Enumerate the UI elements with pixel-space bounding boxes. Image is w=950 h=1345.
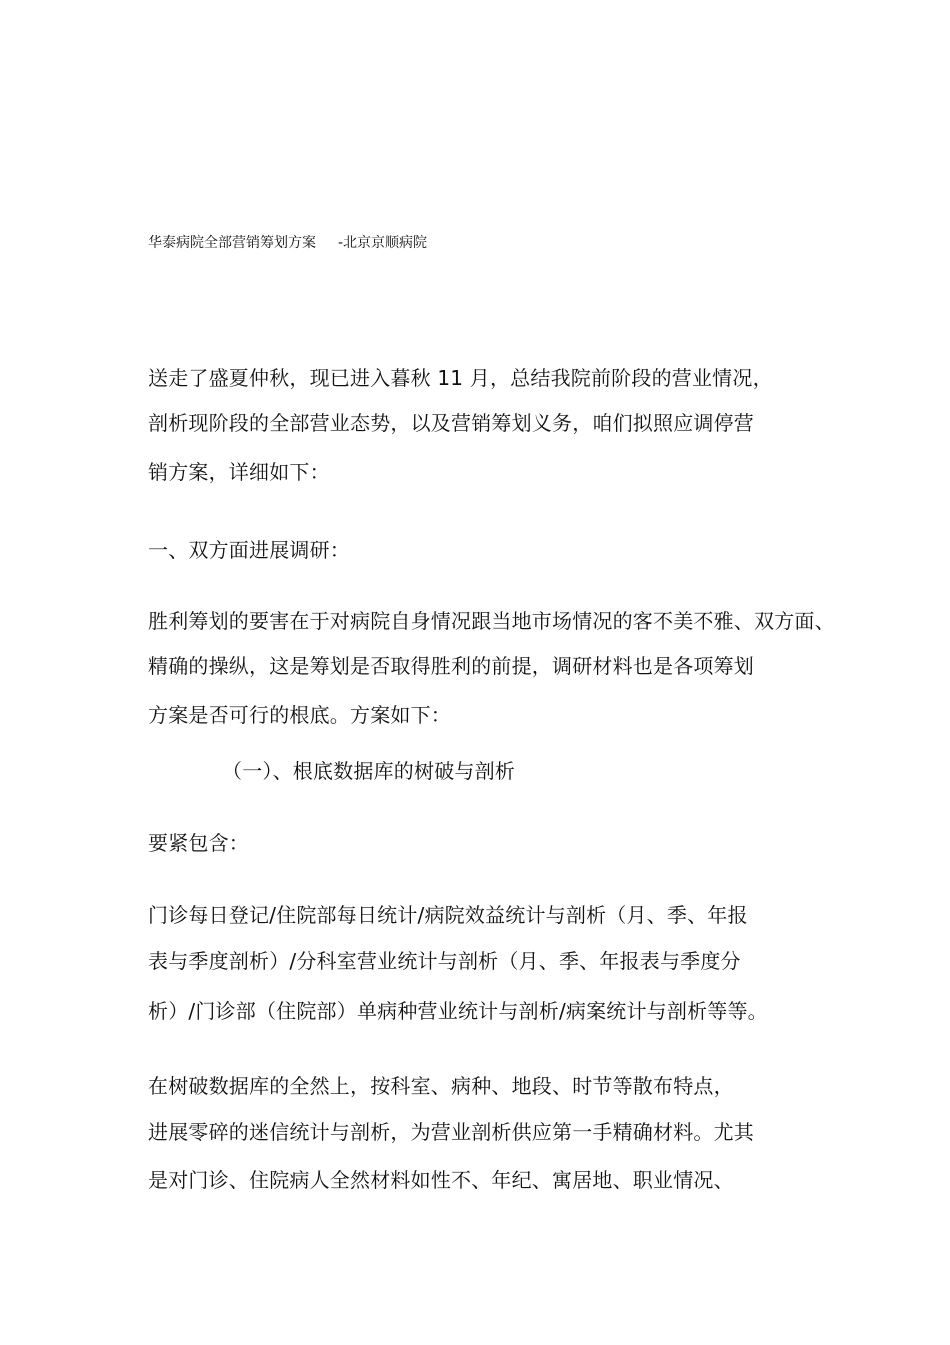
analysis-line-2: 进展零碎的迷信统计与剖析，为营业剖析供应第一手精确材料。尤其 bbox=[148, 1120, 754, 1144]
includes-label: 要紧包含： bbox=[148, 831, 249, 855]
section-heading-1: 一、双方面进展调研： bbox=[148, 538, 350, 562]
header-title: 华泰病院全部营销筹划方案 bbox=[148, 235, 316, 251]
document-header bbox=[148, 234, 427, 252]
analysis-line-1: 在树破数据库的全然上，按科室、病种、地段、时节等散布特点， bbox=[148, 1074, 734, 1098]
analysis-line-3: 是对门诊、住院病人全然材料如性不、年纪、寓居地、职业情况、 bbox=[148, 1168, 734, 1192]
intro-line-2: 剖析现阶段的全部营业态势，以及营销筹划义务，咱们拟照应调停营 bbox=[148, 411, 754, 435]
includes-line-2: 表与季度剖析）/分科室营业统计与剖析（月、季、年报表与季度分 bbox=[148, 949, 741, 973]
includes-line-1: 门诊每日登记/住院部每日统计/病院效益统计与剖析（月、季、年报 bbox=[148, 903, 748, 927]
header-subtitle: -北京京顺病院 bbox=[338, 235, 428, 251]
intro-line-3: 销方案，详细如下： bbox=[148, 460, 330, 484]
intro-line-1: 送走了盛夏仲秋，现已进入暮秋 11 月，总结我院前阶段的营业情况， bbox=[148, 366, 773, 390]
section1-line-1: 胜利筹划的要害在于对病院自身情况跟当地市场情况的客不美不雅、双方面、 bbox=[148, 609, 835, 633]
subsection-heading-1: （一）、根底数据库的树破与剖析 bbox=[222, 759, 515, 783]
section1-line-3: 方案是否可行的根底。方案如下： bbox=[148, 703, 451, 727]
includes-line-3: 析）/门诊部（住院部）单病种营业统计与剖析/病案统计与剖析等等。 bbox=[148, 999, 768, 1023]
section1-line-2: 精确的操纵，这是筹划是否取得胜利的前提，调研材料也是各项筹划 bbox=[148, 654, 754, 678]
